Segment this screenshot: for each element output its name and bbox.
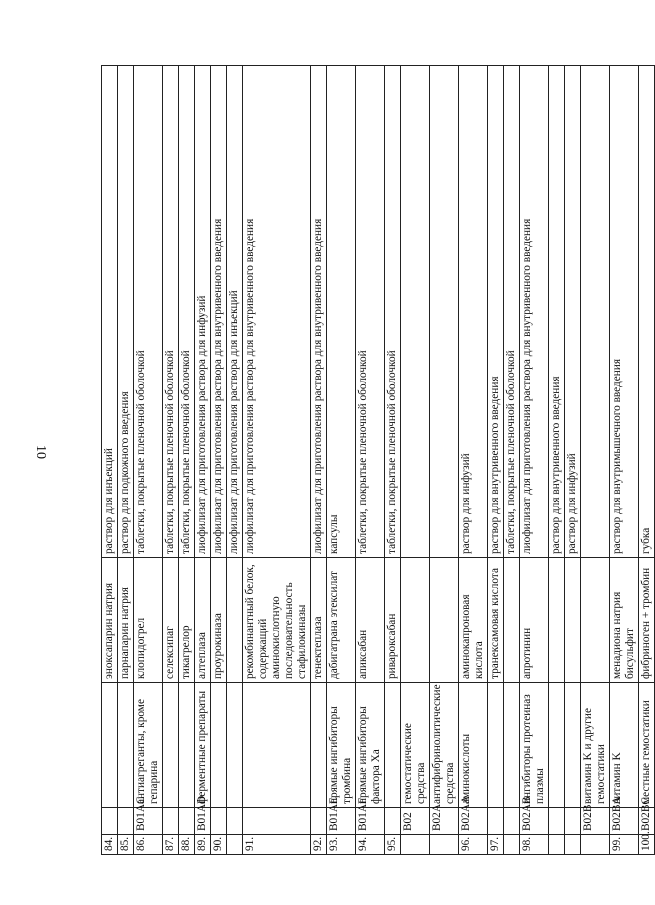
group-name bbox=[118, 683, 134, 808]
table-row bbox=[179, 66, 195, 855]
substance-name: апиксабан bbox=[356, 558, 385, 683]
atc-code: B01AD bbox=[195, 808, 211, 835]
table-row bbox=[118, 66, 134, 855]
dosage-form: таблетки, покрытые пленочной оболочкой bbox=[504, 66, 520, 558]
substance-name: тикагрелор bbox=[179, 558, 195, 683]
table-row bbox=[639, 66, 655, 855]
dosage-form: раствор для подкожного введения bbox=[118, 66, 134, 558]
table-row bbox=[356, 66, 385, 855]
dosage-form bbox=[430, 66, 459, 558]
row-number: 90. bbox=[211, 835, 227, 855]
substance-name: тенектеплаза bbox=[311, 558, 327, 683]
group-name: прямые ингибиторы тромбина bbox=[327, 683, 356, 808]
dosage-form: раствор для внутривенного введения bbox=[488, 66, 504, 558]
group-name bbox=[243, 683, 311, 808]
page-number: 10 bbox=[33, 445, 48, 459]
substance-name bbox=[227, 558, 243, 683]
row-number: 98. bbox=[520, 835, 549, 855]
row-number: 95. bbox=[385, 835, 401, 855]
atc-code bbox=[504, 808, 520, 835]
substance-name: фибриноген + тромбин bbox=[639, 558, 655, 683]
atc-code bbox=[488, 808, 504, 835]
group-name bbox=[211, 683, 227, 808]
substance-name: дабигатрана этексилат bbox=[327, 558, 356, 683]
dosage-form: лиофилизат для приготовления раствора для внутривенного введения bbox=[211, 66, 227, 558]
dosage-form: таблетки, покрытые пленочной оболочкой bbox=[385, 66, 401, 558]
group-name: антиагреганты, кроме гепарина bbox=[134, 683, 163, 808]
row-number: 94. bbox=[356, 835, 385, 855]
table-row bbox=[549, 66, 565, 855]
drug-list-table bbox=[101, 65, 655, 855]
substance-name: транексамовая кислота bbox=[488, 558, 504, 683]
table-row bbox=[581, 66, 610, 855]
table-row bbox=[102, 66, 118, 855]
row-number bbox=[549, 835, 565, 855]
substance-name bbox=[401, 558, 430, 683]
group-name bbox=[102, 683, 118, 808]
substance-name bbox=[581, 558, 610, 683]
atc-code: B02BC bbox=[639, 808, 655, 835]
atc-code: B02BA bbox=[610, 808, 639, 835]
atc-code bbox=[102, 808, 118, 835]
substance-name bbox=[565, 558, 581, 683]
substance-name: алтеплаза bbox=[195, 558, 211, 683]
dosage-form: лиофилизат для приготовления раствора для внутривенного введения bbox=[243, 66, 311, 558]
substance-name: ривароксабан bbox=[385, 558, 401, 683]
group-name: гемостатические средства bbox=[401, 683, 430, 808]
dosage-form: раствор для внутривенного введения bbox=[549, 66, 565, 558]
rotated-page-content bbox=[101, 66, 652, 855]
atc-code bbox=[118, 808, 134, 835]
substance-name: проурокиназа bbox=[211, 558, 227, 683]
substance-name: клопидогрел bbox=[134, 558, 163, 683]
substance-name bbox=[504, 558, 520, 683]
group-name bbox=[227, 683, 243, 808]
table-row bbox=[520, 66, 549, 855]
table-row bbox=[327, 66, 356, 855]
dosage-form: раствор для инъекций bbox=[102, 66, 118, 558]
dosage-form: таблетки, покрытые пленочной оболочкой bbox=[356, 66, 385, 558]
substance-name: селексипаг bbox=[163, 558, 179, 683]
group-name: витамин K и другие гемостатики bbox=[581, 683, 610, 808]
atc-code: B02 bbox=[401, 808, 430, 835]
row-number: 92. bbox=[311, 835, 327, 855]
table-row bbox=[134, 66, 163, 855]
atc-code bbox=[211, 808, 227, 835]
row-number bbox=[401, 835, 430, 855]
atc-code bbox=[243, 808, 311, 835]
atc-code: B02A bbox=[430, 808, 459, 835]
table-row bbox=[385, 66, 401, 855]
dosage-form: лиофилизат для приготовления раствора для инфузий bbox=[195, 66, 211, 558]
row-number bbox=[227, 835, 243, 855]
substance-name: парнапарин натрия bbox=[118, 558, 134, 683]
table-row bbox=[504, 66, 520, 855]
atc-code: B01AC bbox=[134, 808, 163, 835]
group-name: витамин K bbox=[610, 683, 639, 808]
atc-code: B01AE bbox=[327, 808, 356, 835]
drug-list-body bbox=[102, 66, 655, 855]
table-row bbox=[163, 66, 179, 855]
row-number: 84. bbox=[102, 835, 118, 855]
group-name: ферментные препараты bbox=[195, 683, 211, 808]
atc-code: B02AB bbox=[520, 808, 549, 835]
atc-code: B01AF bbox=[356, 808, 385, 835]
atc-code bbox=[549, 808, 565, 835]
group-name: антифибринолитические средства bbox=[430, 683, 459, 808]
atc-code: B02B bbox=[581, 808, 610, 835]
dosage-form: раствор для инфузий bbox=[459, 66, 488, 558]
dosage-form: капсулы bbox=[327, 66, 356, 558]
group-name bbox=[565, 683, 581, 808]
row-number: 93. bbox=[327, 835, 356, 855]
dosage-form: лиофилизат для приготовления раствора для инъекций bbox=[227, 66, 243, 558]
row-number: 85. bbox=[118, 835, 134, 855]
group-name: местные гемостатики bbox=[639, 683, 655, 808]
group-name bbox=[549, 683, 565, 808]
row-number: 86. bbox=[134, 835, 163, 855]
group-name bbox=[385, 683, 401, 808]
atc-code bbox=[179, 808, 195, 835]
atc-code bbox=[311, 808, 327, 835]
row-number: 91. bbox=[243, 835, 311, 855]
substance-name: рекомбинантный белок, содержащий аминокислотную последовательность стафилокиназы bbox=[243, 558, 311, 683]
table-row bbox=[195, 66, 211, 855]
group-name: аминокислоты bbox=[459, 683, 488, 808]
row-number: 99. bbox=[610, 835, 639, 855]
dosage-form: лиофилизат для приготовления раствора для внутривенного введения bbox=[520, 66, 549, 558]
substance-name: эноксапарин натрия bbox=[102, 558, 118, 683]
table-row bbox=[430, 66, 459, 855]
substance-name bbox=[430, 558, 459, 683]
table-row bbox=[227, 66, 243, 855]
dosage-form: раствор для инфузий bbox=[565, 66, 581, 558]
row-number: 96. bbox=[459, 835, 488, 855]
table-row bbox=[211, 66, 227, 855]
table-row bbox=[243, 66, 311, 855]
table-row bbox=[311, 66, 327, 855]
substance-name: аминокапроновая кислота bbox=[459, 558, 488, 683]
dosage-form: раствор для внутримышечного введения bbox=[610, 66, 639, 558]
group-name bbox=[179, 683, 195, 808]
group-name: ингибиторы протеиназ плазмы bbox=[520, 683, 549, 808]
group-name bbox=[311, 683, 327, 808]
substance-name: апротинин bbox=[520, 558, 549, 683]
table-row bbox=[401, 66, 430, 855]
dosage-form: таблетки, покрытые пленочной оболочкой bbox=[163, 66, 179, 558]
atc-code bbox=[227, 808, 243, 835]
group-name bbox=[504, 683, 520, 808]
table-row bbox=[610, 66, 639, 855]
dosage-form: лиофилизат для приготовления раствора для внутривенного введения bbox=[311, 66, 327, 558]
row-number bbox=[430, 835, 459, 855]
atc-code bbox=[385, 808, 401, 835]
substance-name: менадиона натрия бисульфит bbox=[610, 558, 639, 683]
table-row bbox=[565, 66, 581, 855]
row-number: 88. bbox=[179, 835, 195, 855]
group-name bbox=[163, 683, 179, 808]
row-number bbox=[581, 835, 610, 855]
dosage-form bbox=[401, 66, 430, 558]
row-number: 97. bbox=[488, 835, 504, 855]
row-number bbox=[565, 835, 581, 855]
atc-code bbox=[163, 808, 179, 835]
row-number: 89. bbox=[195, 835, 211, 855]
group-name bbox=[488, 683, 504, 808]
table-row bbox=[459, 66, 488, 855]
dosage-form: таблетки, покрытые пленочной оболочкой bbox=[179, 66, 195, 558]
table-row bbox=[488, 66, 504, 855]
dosage-form bbox=[581, 66, 610, 558]
group-name: прямые ингибиторы фактора Xa bbox=[356, 683, 385, 808]
dosage-form: таблетки, покрытые пленочной оболочкой bbox=[134, 66, 163, 558]
atc-code: B02AA bbox=[459, 808, 488, 835]
row-number: 100. bbox=[639, 835, 655, 855]
atc-code bbox=[565, 808, 581, 835]
dosage-form: губка bbox=[639, 66, 655, 558]
substance-name bbox=[549, 558, 565, 683]
row-number bbox=[504, 835, 520, 855]
row-number: 87. bbox=[163, 835, 179, 855]
